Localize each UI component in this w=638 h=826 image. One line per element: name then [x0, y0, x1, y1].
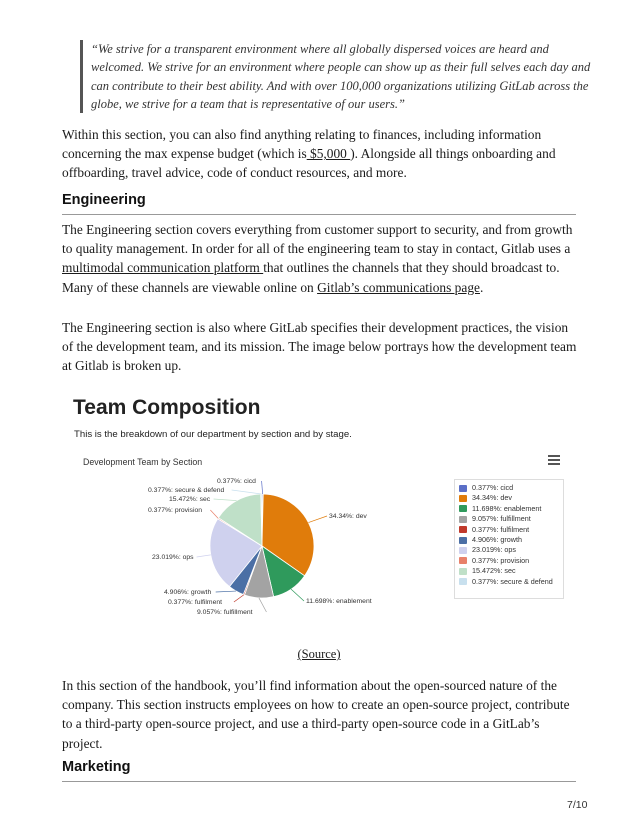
- pie-label: 4.906%: growth: [164, 589, 212, 596]
- pie-label-connector: [216, 591, 236, 592]
- engineering-heading: Engineering: [62, 192, 576, 215]
- figure-subtitle: This is the breakdown of our department by section and by stage.: [74, 429, 352, 440]
- legend-label: 23.019%: ops: [472, 545, 516, 555]
- legend-swatch: [459, 485, 467, 492]
- pie-label-connector: [259, 598, 267, 612]
- pie-label: 15.472%: sec: [169, 496, 211, 503]
- legend-item[interactable]: [459, 493, 563, 503]
- opensource-paragraph: In this section of the handbook, you’ll find information about the open-sourced nature of the company. This section instructs employees on how to create an open-source project, contribute to a third-party open-source project, and use a third-party open-source code in a GitLab’s project.: [62, 678, 570, 751]
- engineering-text-middle: that outlines the channels that they should broadcast to. Many of these channels are viewable online on: [62, 260, 560, 295]
- legend-swatch: [459, 516, 467, 523]
- legend-item[interactable]: [459, 577, 563, 587]
- pie-label: 11.698%: enablement: [306, 598, 372, 605]
- engineering-paragraph-2: The Engineering section is also where GitLab specifies their development practices, the vision of the development team, and its mission. The image below portrays how the development team at Gitlab is broken up.: [62, 320, 577, 374]
- legend-swatch: [459, 547, 467, 554]
- pie-label: 0.377%: provision: [148, 507, 203, 514]
- chart-legend: [454, 479, 564, 599]
- page-number: 7/10: [567, 799, 588, 811]
- legend-label: 11.698%: enablement: [472, 503, 542, 513]
- legend-swatch: [459, 537, 467, 544]
- legend-label: 9.057%: fulfillment: [472, 514, 531, 524]
- pie-label: 34.34%: dev: [329, 513, 367, 520]
- pie-label: 9.057%: fulfillment: [197, 609, 253, 616]
- team-composition-figure: [62, 388, 578, 638]
- pie-label: 23.019%: ops: [152, 554, 194, 561]
- legend-swatch: [459, 568, 467, 575]
- engineering-text: The Engineering section covers everything from customer support to security, and from growth to quality management. In order for all of the engineering team to stay in contact, Gitlab uses a: [62, 222, 573, 257]
- pie-label-connector: [214, 499, 237, 501]
- blockquote: [80, 40, 591, 113]
- finance-text-end: ). Alongside all things onboarding and offboarding, travel advice, code of conduct resources, and more.: [62, 146, 556, 181]
- marketing-heading: Marketing: [62, 759, 576, 782]
- pie-label: 0.377%: secure & defend: [148, 487, 225, 494]
- legend-item[interactable]: [459, 535, 563, 545]
- communications-page-link[interactable]: Gitlab’s communications page: [317, 279, 480, 295]
- finance-paragraph: [62, 125, 577, 183]
- pie-label: 0.377%: cicd: [217, 478, 256, 485]
- pie-label: 0.377%: fulfilment: [168, 599, 223, 606]
- pie-label-connector: [232, 490, 262, 494]
- legend-item[interactable]: [459, 483, 563, 493]
- legend-item[interactable]: [459, 514, 563, 524]
- legend-item[interactable]: [459, 504, 563, 514]
- figure-title: Team Composition: [73, 396, 261, 419]
- legend-label: 15.472%: sec: [472, 566, 516, 576]
- legend-item[interactable]: [459, 525, 563, 535]
- legend-label: 0.377%: secure & defend: [472, 576, 553, 586]
- engineering-paragraph-1: [62, 220, 577, 297]
- legend-label: 4.906%: growth: [472, 534, 522, 544]
- quote-text: “We strive for a transparent environment where all globally dispersed voices are heard and welcomed. We strive for an environment where people can show up as their full selves each day and can contribute to their best ability. And with over 100,000 organizations utilizing GitLab across the globe, we strive for a team that is representative of our users.”: [91, 42, 591, 111]
- legend-swatch: [459, 578, 467, 585]
- legend-item[interactable]: [459, 556, 563, 566]
- engineering-text-end: .: [479, 279, 484, 295]
- pie-label-connector: [197, 555, 211, 557]
- legend-label: 0.377%: fulfilment: [472, 524, 530, 534]
- legend-swatch: [459, 495, 467, 502]
- pie-label-connector: [210, 510, 218, 518]
- legend-swatch: [459, 526, 467, 533]
- finance-text: Within this section, you can also find anything relating to finances, including information concerning the max expense budget (which is: [62, 127, 542, 162]
- pie-label-connector: [234, 595, 244, 602]
- legend-swatch: [459, 505, 467, 512]
- legend-swatch: [459, 557, 467, 564]
- legend-label: 0.377%: cicd: [472, 483, 514, 492]
- source-caption: [0, 647, 638, 662]
- legend-item[interactable]: [459, 566, 563, 576]
- chart-title: Development Team by Section: [83, 457, 203, 467]
- expense-budget-link[interactable]: $5,000: [306, 146, 351, 162]
- pie-label-connector: [262, 481, 263, 494]
- legend-item[interactable]: [459, 545, 563, 555]
- legend-label: 34.34%: dev: [472, 493, 512, 503]
- pie-label-connector: [308, 516, 327, 523]
- legend-label: 0.377%: provision: [472, 555, 530, 565]
- source-link[interactable]: (Source): [297, 647, 341, 661]
- communication-platform-link[interactable]: multimodal communication platform: [62, 260, 264, 276]
- pie-label-connector: [291, 589, 304, 601]
